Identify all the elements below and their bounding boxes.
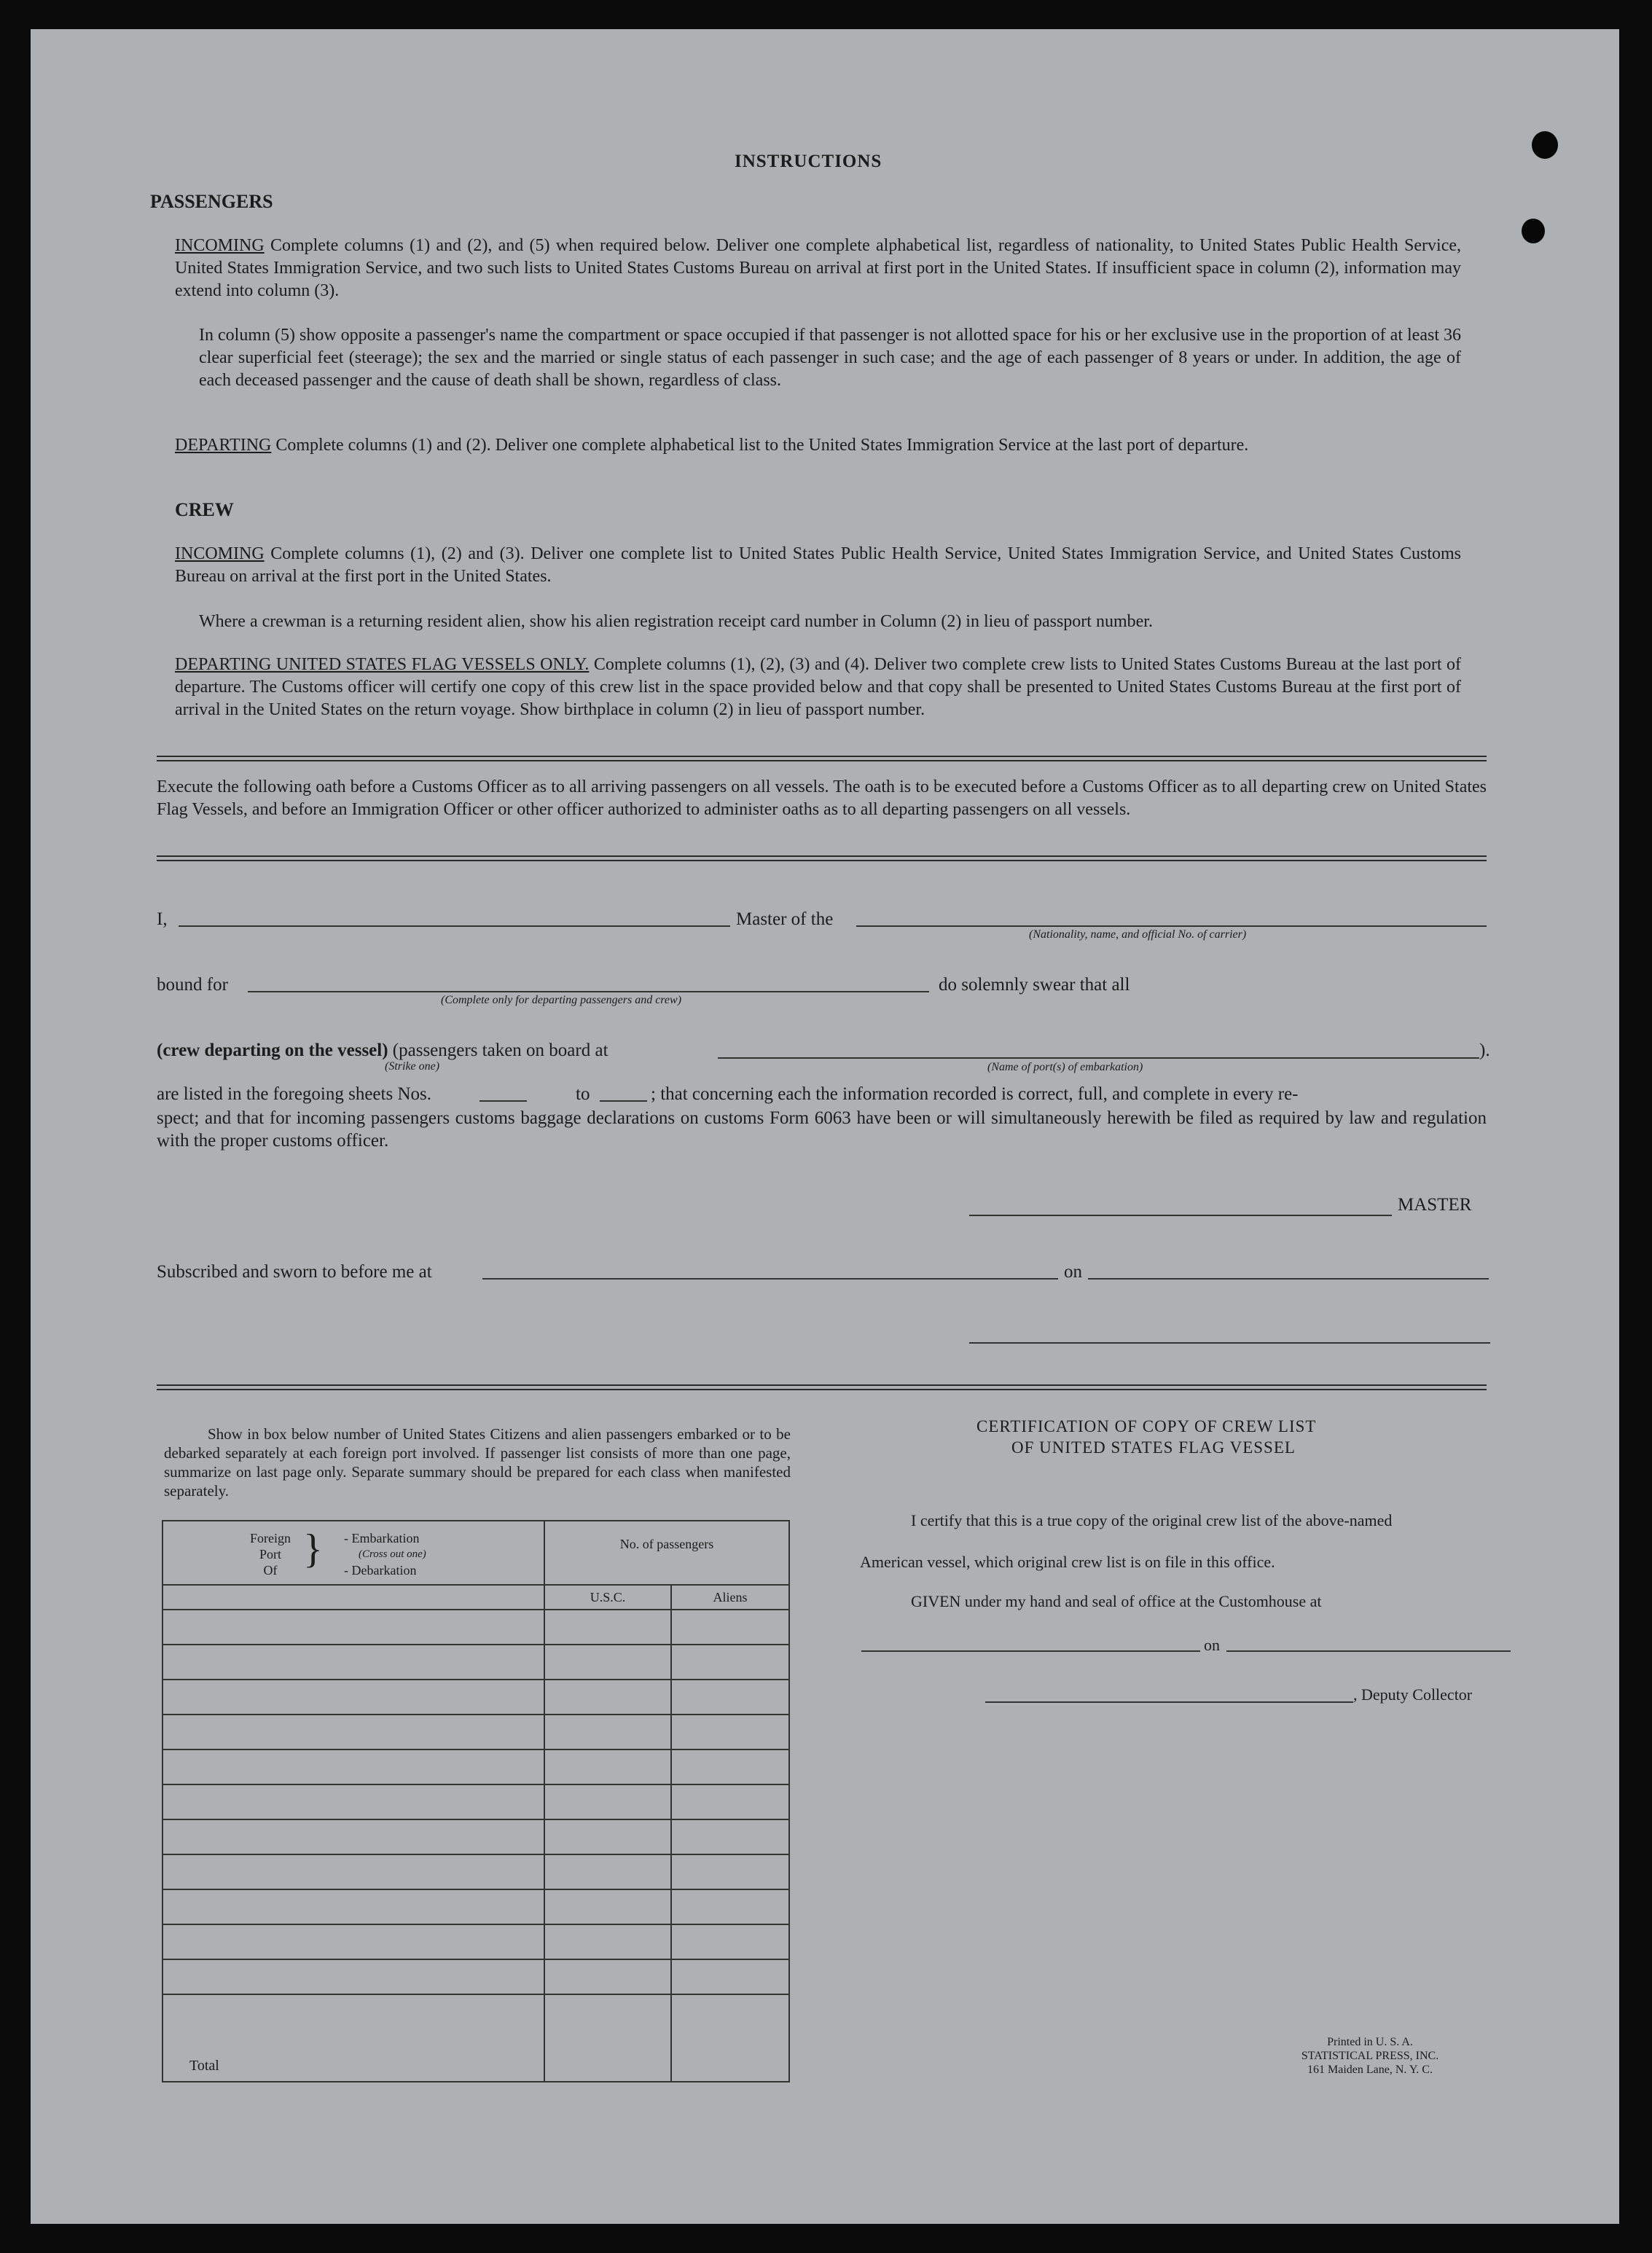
aliens-cell[interactable]: [671, 1889, 789, 1924]
usc-header: U.S.C.: [544, 1585, 671, 1610]
aliens-cell[interactable]: [671, 1645, 789, 1680]
aliens-cell[interactable]: [671, 1680, 789, 1715]
aliens-header: Aliens: [671, 1585, 789, 1610]
column5-paragraph: In column (5) show opposite a passenger's name the compartment or space occupied if that passenger is not allotted space for his or her exclusive use in the proportion of at least 36 clear superficial feet (steerage); the sex and the married or single status of each passenger in such case; and the age of each passenger of 8 years or under. In addition, the age of each deceased passenger and the cause of death shall be shown, regardless of class.: [199, 326, 1461, 390]
summary-instructions: Show in box below number of United States Citizens and alien passengers embarked or to be debarked separately at each foreign port involved. If passenger list consists of more than one page, summarize on last page only. Separate summary should be prepared for each class when manifested separately.: [164, 1425, 791, 1500]
complete-only-caption: (Complete only for departing passengers and crew): [441, 994, 682, 1006]
usc-total-cell[interactable]: [544, 1994, 671, 2082]
passengers-incoming-paragraph: [175, 235, 1461, 302]
crew-incoming-label: INCOMING: [175, 544, 265, 563]
usc-cell[interactable]: [544, 1610, 671, 1645]
certification-title-1: CERTIFICATION OF COPY OF CREW LIST: [976, 1417, 1317, 1435]
cross-out-label: (Cross out one): [359, 1548, 426, 1560]
usc-cell[interactable]: [544, 1749, 671, 1784]
no-of-passengers-label: No. of passengers: [619, 1537, 714, 1551]
debarkation-label: - Debarkation: [344, 1563, 417, 1578]
usc-cell[interactable]: [544, 1645, 671, 1680]
departing-text: Complete columns (1) and (2). Deliver one complete alphabetical list to the United States Immigration Service at the last port of departure.: [275, 436, 1249, 455]
instructions-title: INSTRUCTIONS: [735, 152, 882, 171]
brace: }: [303, 1527, 323, 1572]
aliens-cell[interactable]: [671, 1924, 789, 1959]
aliens-cell[interactable]: [671, 1854, 789, 1889]
foreign-label: Foreign: [250, 1531, 291, 1545]
nationality-caption: (Nationality, name, and official No. of carrier): [1029, 928, 1247, 941]
port-cell[interactable]: [163, 1819, 544, 1854]
printer-line-2: STATISTICAL PRESS, INC.: [1301, 2050, 1439, 2062]
port-cell[interactable]: [163, 1854, 544, 1889]
deputy-signature-field[interactable]: [985, 1701, 1353, 1703]
total-label: Total: [163, 1994, 544, 2082]
aliens-cell[interactable]: [671, 1959, 789, 1994]
passengers-departing-paragraph: [175, 434, 1461, 457]
section-divider: [157, 855, 1487, 861]
master-of-the-label: Master of the: [736, 909, 834, 929]
port-cell[interactable]: [163, 1959, 544, 1994]
deputy-collector-label: , Deputy Collector: [1353, 1685, 1473, 1704]
port-header-cell: [163, 1521, 544, 1585]
concerning-first-line: ; that concerning each the information recorded is correct, full, and complete in every re-: [651, 1084, 1299, 1104]
passenger-count-header: [544, 1521, 789, 1585]
master-name-field[interactable]: [179, 925, 730, 927]
certify-line-2: American vessel, which original crew list is on file in this office.: [860, 1553, 1275, 1571]
aliens-cell[interactable]: [671, 1610, 789, 1645]
port-cell[interactable]: [163, 1610, 544, 1645]
port-cell[interactable]: [163, 1715, 544, 1749]
printer-line-1: Printed in U. S. A.: [1327, 2036, 1413, 2048]
sheet-to-field[interactable]: [600, 1100, 647, 1102]
printer-imprint: [1268, 2035, 1472, 2077]
crew-departing-text: Complete columns (1), (2), (3) and (4). Deliver two complete crew lists to United States Customs Bureau at the last port of departure. The Customs officer will certify one copy of this crew list in the space provided below and that copy shall be presented to United States Customs Bureau at the first port of arrival in the United States on the return voyage. Show birthplace in column (2) in lieu of passport number.: [175, 655, 1461, 719]
master-signature-field[interactable]: [969, 1215, 1392, 1216]
certify-line-1: I certify that this is a true copy of the original crew list of the above-named: [911, 1511, 1393, 1529]
section-divider: [157, 1384, 1487, 1390]
port-cell[interactable]: [163, 1784, 544, 1819]
bound-for-field[interactable]: [248, 991, 929, 992]
to-label: to: [576, 1084, 590, 1104]
oath-i-label: I,: [157, 909, 168, 929]
usc-cell[interactable]: [544, 1959, 671, 1994]
incoming-text: Complete columns (1) and (2), and (5) when required below. Deliver one complete alphabetical list, regardless of nationality, to United States Public Health Service, United States Immigration Service, and two such lists to United States Customs Bureau on arrival at first port in the United States. If insufficient space in column (2), information may extend into column (3).: [175, 236, 1462, 300]
subscribed-label: Subscribed and sworn to before me at: [157, 1262, 432, 1282]
concerning-rest: spect; and that for incoming passengers customs baggage declarations on customs Form 6063 have been or will simultaneously herewith be filed as required by law and regulation with the proper customs officer.: [157, 1108, 1487, 1151]
crew-incoming-paragraph: [175, 543, 1461, 588]
crew-departing-option[interactable]: [157, 1041, 608, 1061]
sworn-on-label: on: [1064, 1262, 1082, 1282]
certification-on-label: on: [1204, 1636, 1220, 1654]
section-divider: [157, 756, 1487, 761]
certification-title-2: OF UNITED STATES FLAG VESSEL: [1011, 1438, 1296, 1457]
master-label: MASTER: [1398, 1195, 1472, 1215]
aliens-cell[interactable]: [671, 1749, 789, 1784]
ports-caption: (Name of port(s) of embarkation): [987, 1061, 1143, 1073]
usc-cell[interactable]: [544, 1889, 671, 1924]
crew-heading: CREW: [175, 499, 234, 520]
listed-in-label: are listed in the foregoing sheets Nos.: [157, 1084, 431, 1104]
aliens-cell[interactable]: [671, 1819, 789, 1854]
crew-incoming-text: Complete columns (1), (2) and (3). Deliver one complete list to United States Public Health Service, United States Immigration Service, and United States Customs Bureau on arrival at the first port in the United States.: [175, 544, 1462, 586]
bound-for-label: bound for: [157, 975, 228, 995]
crewman-paragraph: Where a crewman is a returning resident alien, show his alien registration receipt card number in Column (2) in lieu of passport number.: [199, 612, 1153, 631]
of-label: Of: [263, 1563, 278, 1578]
aliens-cell[interactable]: [671, 1784, 789, 1819]
port-cell[interactable]: [163, 1749, 544, 1784]
crew-departing-paragraph: [175, 654, 1461, 721]
printer-line-3: 161 Maiden Lane, N. Y. C.: [1307, 2064, 1433, 2076]
passenger-summary-table: [162, 1520, 790, 2082]
close-paren: ).: [1479, 1041, 1490, 1060]
usc-cell[interactable]: [544, 1715, 671, 1749]
port-cell[interactable]: [163, 1585, 544, 1610]
port-cell[interactable]: [163, 1889, 544, 1924]
embarkation-label: - Embarkation: [344, 1531, 420, 1545]
strike-one-caption: (Strike one): [385, 1060, 440, 1073]
port-label: Port: [259, 1547, 281, 1562]
oath-intro: Execute the following oath before a Customs Officer as to all arriving passengers on all vessels. The oath is to be executed before a Customs Officer as to all departing crew on United States Flag Vessels, and before an Immigration Officer or other officer authorized to administer oaths as to all departing passengers on all vessels.: [157, 777, 1487, 819]
incoming-label: INCOMING: [175, 236, 265, 255]
aliens-total-cell[interactable]: [671, 1994, 789, 2082]
punch-hole: [1532, 131, 1558, 159]
crew-departing-label: DEPARTING UNITED STATES FLAG VESSELS ONLY.: [175, 655, 590, 674]
passengers-taken-text: (passengers taken on board at: [392, 1041, 608, 1060]
departing-label: DEPARTING: [175, 436, 272, 455]
port-cell[interactable]: [163, 1645, 544, 1680]
crew-departing-text: (crew departing on the vessel): [157, 1041, 388, 1060]
usc-cell[interactable]: [544, 1784, 671, 1819]
punch-hole: [1522, 219, 1545, 243]
passengers-heading: PASSENGERS: [150, 191, 273, 212]
officer-signature-field[interactable]: [969, 1342, 1490, 1344]
usc-cell[interactable]: [544, 1819, 671, 1854]
do-solemnly-label: do solemnly swear that all: [939, 975, 1130, 995]
sworn-location-field[interactable]: [482, 1278, 1058, 1280]
usc-cell[interactable]: [544, 1854, 671, 1889]
given-line: GIVEN under my hand and seal of office at the Customhouse at: [911, 1592, 1322, 1610]
embarkation-ports-field[interactable]: [718, 1057, 1479, 1059]
usc-cell[interactable]: [544, 1924, 671, 1959]
sheet-from-field[interactable]: [479, 1100, 527, 1102]
aliens-cell[interactable]: [671, 1715, 789, 1749]
usc-cell[interactable]: [544, 1680, 671, 1715]
sworn-date-field[interactable]: [1088, 1278, 1489, 1280]
customhouse-field[interactable]: [861, 1650, 1200, 1652]
port-cell[interactable]: [163, 1680, 544, 1715]
port-cell[interactable]: [163, 1924, 544, 1959]
carrier-field[interactable]: [856, 925, 1487, 927]
certification-date-field[interactable]: [1226, 1650, 1511, 1652]
